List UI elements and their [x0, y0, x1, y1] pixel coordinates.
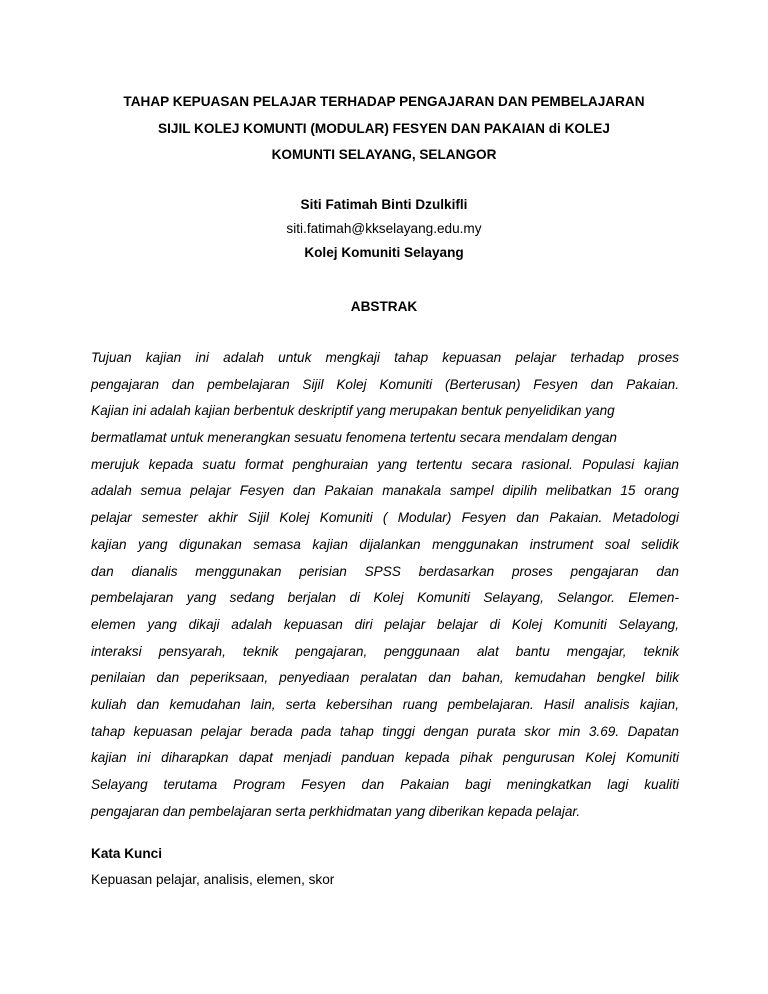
abstract-heading: ABSTRAK: [350, 299, 418, 314]
author-block: [80, 193, 688, 265]
keywords-heading: Kata Kunci: [91, 846, 163, 861]
abstract-body: [91, 345, 679, 825]
abstract-line: Kajian ini adalah kajian berbentuk deskriptif yang merupakan bentuk penyelidikan yang: [91, 403, 615, 419]
author-institution: Kolej Komuniti Selayang: [304, 245, 464, 260]
author-name: Siti Fatimah Binti Dzulkifli: [300, 197, 468, 212]
abstract-line: pelajar semester akhir Sijil Kolej Komuniti ( Modular) Fesyen dan Pakaian. Metadologi: [91, 510, 679, 526]
abstract-line: interaksi pensyarah, teknik pengajaran, penggunaan alat bantu mengajar, teknik: [91, 643, 679, 659]
abstract-line: tahap kepuasan pelajar berada pada tahap tinggi dengan purata skor min 3.69. Dapatan: [91, 723, 679, 739]
keywords-text: Kepuasan pelajar, analisis, elemen, skor: [91, 872, 335, 887]
abstract-line: pembelajaran yang sedang berjalan di Kolej Komuniti Selayang, Selangor. Elemen-: [91, 590, 679, 606]
abstract-line: kajian ini diharapkan dapat menjadi panduan kepada pihak pengurusan Kolej Komuniti: [91, 750, 679, 766]
title-line: KOMUNTI SELAYANG, SELANGOR: [271, 147, 497, 162]
title-line: TAHAP KEPUASAN PELAJAR TERHADAP PENGAJARAN DAN PEMBELAJARAN: [123, 94, 645, 109]
abstract-line: kuliah dan kemudahan lain, serta kebersihan ruang pembelajaran. Hasil analisis kajian,: [91, 696, 679, 712]
abstract-line: dan dianalis menggunakan perisian SPSS berdasarkan proses pengajaran dan: [91, 563, 679, 579]
abstract-line: elemen yang dikaji adalah kepuasan diri pelajar belajar di Kolej Komuniti Selayang,: [91, 616, 679, 632]
abstract-line: Tujuan kajian ini adalah untuk mengkaji tahap kepuasan pelajar terhadap proses: [91, 350, 679, 365]
abstract-line: Selayang terutama Program Fesyen dan Pakaian bagi meningkatkan lagi kualiti: [91, 777, 679, 792]
abstract-line: pengajaran dan pembelajaran Sijil Kolej Komuniti (Berterusan) Fesyen dan Pakaian.: [91, 376, 679, 392]
abstract-line: adalah semua pelajar Fesyen dan Pakaian manakala sampel dipilih melibatkan 15 orang: [91, 483, 679, 499]
author-email: siti.fatimah@kkselayang.edu.my: [286, 221, 482, 236]
paper-title: [80, 89, 688, 169]
abstract-line: penilaian dan peperiksaan, penyediaan peralatan dan bahan, kemudahan bengkel bilik: [91, 670, 679, 686]
abstract-line: kajian yang digunakan semasa kajian dijalankan menggunakan instrument soal selidik: [91, 536, 679, 552]
abstract-line: bermatlamat untuk menerangkan sesuatu fenomena tertentu secara mendalam dengan: [91, 430, 617, 446]
title-line: SIJIL KOLEJ KOMUNTI (MODULAR) FESYEN DAN PAKAIAN di KOLEJ: [158, 120, 610, 136]
abstract-line: pengajaran dan pembelajaran serta perkhidmatan yang diberikan kepada pelajar.: [91, 803, 581, 819]
abstract-line: merujuk kepada suatu format penghuraian yang tertentu secara rasional. Populasi kajian: [91, 456, 679, 472]
